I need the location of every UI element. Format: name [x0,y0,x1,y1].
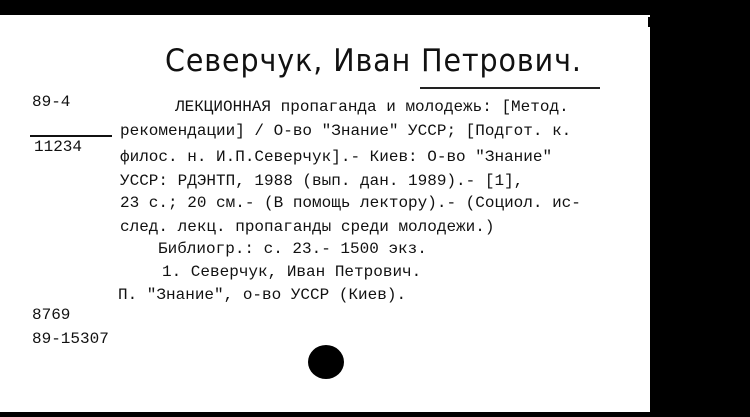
edge-mark [648,17,652,27]
body-line-3: филос. н. И.П.Северчук].- Киев: О-во "Знание" [120,148,553,166]
call-number-bottom: 11234 [34,138,83,156]
body-line-9: П. "Знание", о-во УССР (Киев). [118,286,407,304]
call-number-divider [30,135,112,137]
ink-blot [308,345,344,379]
call-number-top: 89-4 [32,93,71,111]
handwritten-author-heading: Северчук, Иван Петрович. [165,43,582,79]
body-line-1: ЛЕКЦИОННАЯ пропаганда и молодежь: [Метод. [175,98,569,116]
body-line-7: Библиогр.: с. 23.- 1500 экз. [158,240,427,258]
body-line-8: 1. Северчук, Иван Петрович. [162,263,422,281]
catalog-card [0,15,650,412]
body-line-2: рекомендации] / О-во "Знание" УССР; [Подгот. к. [120,122,572,140]
body-line-4: УССР: РДЭНТП, 1988 (вып. дан. 1989).- [1], [120,172,524,190]
accession-number: 8769 [32,306,71,324]
body-line-5: 23 с.; 20 см.- (В помощь лектору).- (Социол. ис- [120,194,581,212]
body-line-6: след. лекц. пропаганды среди молодежи.) [120,218,495,236]
heading-underline [420,87,600,89]
registration-number: 89-15307 [32,330,109,348]
